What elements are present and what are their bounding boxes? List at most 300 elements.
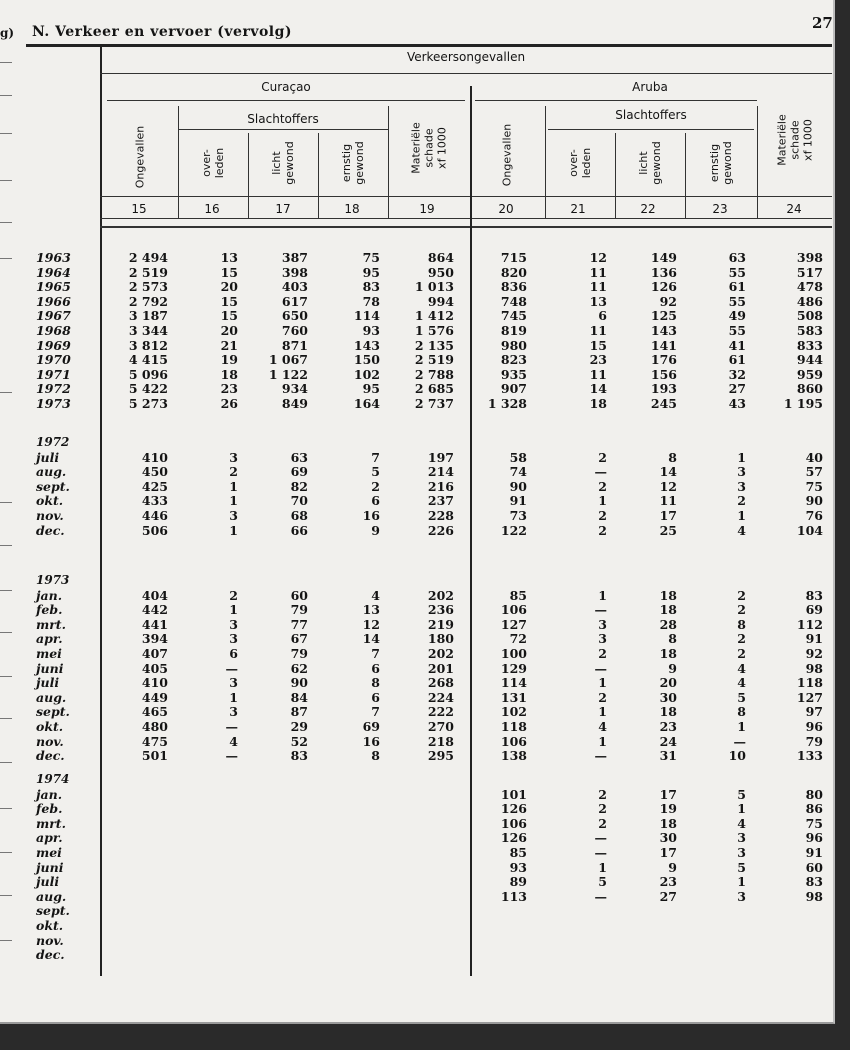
column-number: 22 [640, 202, 656, 216]
table-row [0, 734, 850, 748]
table-cell: 2 [737, 587, 746, 603]
table-row [0, 250, 850, 264]
table-cell: 1 [737, 508, 746, 523]
table-row [0, 464, 850, 478]
table-cell: 475 [141, 733, 168, 749]
table-cell: 57 [805, 464, 823, 480]
table-cell: 12 [659, 478, 677, 494]
row-label: 1965 [36, 279, 71, 295]
table-cell: 79 [805, 733, 823, 749]
table-cell: 84 [290, 689, 308, 705]
table-cell: 486 [796, 293, 823, 309]
table-cell: 125 [650, 308, 677, 324]
table-cell: 60 [290, 587, 308, 603]
table-cell: 224 [427, 689, 454, 705]
table-cell: 68 [290, 508, 308, 523]
row-label: feb. [36, 801, 63, 817]
column-number: 19 [419, 202, 435, 216]
table-cell: 61 [728, 352, 746, 368]
table-cell: 3 [229, 508, 238, 523]
table-cell: 150 [353, 352, 380, 368]
table-cell: 32 [728, 366, 746, 382]
table-cell: 9 [668, 660, 677, 676]
table-row [0, 690, 850, 704]
col-17-heading: licht gewond [270, 141, 296, 185]
table-cell: 3 [229, 449, 238, 465]
table-cell: 122 [500, 522, 527, 538]
table-row [0, 845, 850, 859]
table-cell: 92 [805, 646, 823, 661]
top-rule [26, 44, 832, 47]
table-cell: 935 [500, 366, 527, 382]
table-cell: 3 [229, 675, 238, 691]
table-cell: 506 [141, 522, 168, 538]
table-cell: 2 573 [128, 279, 168, 295]
table-cell: — [594, 660, 607, 676]
column-number: 20 [498, 202, 514, 216]
page-number: 27 [812, 14, 833, 32]
table-cell: 1 [598, 675, 607, 691]
table-cell: 143 [353, 337, 380, 353]
col-21-heading: over- leden [567, 147, 593, 179]
row-label: 1969 [36, 337, 71, 353]
table-cell: 2 [598, 508, 607, 523]
table-cell: 75 [805, 815, 823, 831]
table-cell: 11 [589, 279, 607, 295]
table-cell: 1 [229, 493, 238, 509]
table-row [0, 933, 850, 947]
col-19-heading: Materiële schade xf 1000 [409, 122, 449, 174]
table-row [0, 450, 850, 464]
table-cell: 446 [141, 508, 168, 523]
table-cell: 398 [796, 250, 823, 265]
table-cell: 73 [509, 508, 527, 523]
table-cell: 5 [737, 859, 746, 875]
table-cell: 583 [796, 323, 823, 338]
row-label: apr. [36, 631, 63, 647]
table-cell: 2 685 [414, 381, 454, 397]
table-cell: 18 [659, 815, 677, 831]
table-cell: 129 [500, 660, 527, 676]
table-cell: 3 [737, 845, 746, 860]
table-cell: 90 [805, 493, 823, 509]
table-cell: — [594, 748, 607, 764]
table-cell: 1 [598, 733, 607, 749]
table-row [0, 508, 850, 522]
table-cell: 24 [659, 733, 677, 749]
row-label: okt. [36, 719, 64, 734]
table-cell: 9 [668, 859, 677, 875]
table-cell: 2 519 [128, 264, 168, 280]
row-label: dec. [36, 947, 65, 963]
row-label: aug. [36, 464, 67, 480]
column-number: 15 [131, 202, 147, 216]
table-cell: 90 [290, 675, 308, 691]
table-cell: 5 096 [128, 366, 168, 382]
table-row [0, 602, 850, 616]
table-cell: 8 [668, 631, 677, 647]
table-cell: 102 [353, 366, 380, 382]
row-label: juli [36, 675, 60, 691]
table-cell: 295 [427, 748, 454, 764]
table-cell: 18 [659, 587, 677, 603]
table-cell: 405 [141, 660, 168, 676]
table-cell: — [594, 602, 607, 618]
table-cell: 19 [220, 352, 238, 368]
table-row [0, 338, 850, 352]
table-cell: 1 412 [414, 308, 454, 324]
row-label: 1971 [36, 366, 71, 382]
table-row [0, 816, 850, 830]
table-cell: 76 [805, 508, 823, 523]
row-label: aug. [36, 689, 67, 705]
table-row [0, 323, 850, 337]
table-cell: — [225, 719, 238, 734]
table-cell: — [594, 888, 607, 904]
row-label: juli [36, 449, 60, 465]
table-cell: 3 [598, 616, 607, 632]
row-label: nov. [36, 508, 64, 523]
table-cell: 394 [141, 631, 168, 647]
table-cell: 193 [650, 381, 677, 397]
table-cell: 2 [371, 478, 380, 494]
table-row [0, 661, 850, 675]
table-cell: 18 [220, 366, 238, 382]
table-cell: — [594, 830, 607, 846]
table-cell: 79 [290, 646, 308, 661]
table-row [0, 294, 850, 308]
table-cell: 127 [500, 616, 527, 632]
table-cell: 101 [500, 786, 527, 802]
table-cell: 15 [220, 264, 238, 280]
table-cell: 114 [500, 675, 527, 691]
table-cell: 201 [427, 660, 454, 676]
table-cell: 5 [598, 874, 607, 890]
table-cell: 218 [427, 733, 454, 749]
col-22-heading: licht gewond [637, 141, 663, 185]
table-cell: 819 [500, 323, 527, 338]
table-cell: 226 [427, 522, 454, 538]
row-label: mrt. [36, 815, 66, 831]
row-label: sept. [36, 903, 70, 919]
table-row [0, 352, 850, 366]
running-header-fragment: g) [0, 26, 15, 40]
table-cell: 1 328 [487, 396, 527, 411]
table-row [0, 479, 850, 493]
table-cell: 83 [805, 587, 823, 603]
table-cell: 52 [290, 733, 308, 749]
table-cell: 149 [650, 250, 677, 265]
table-cell: 18 [589, 396, 607, 411]
row-label: mei [36, 646, 62, 661]
row-label: apr. [36, 830, 63, 846]
table-cell: 2 [737, 602, 746, 618]
table-cell: 82 [290, 478, 308, 494]
table-cell: 2 [598, 522, 607, 538]
table-cell: 11 [659, 493, 677, 509]
table-cell: 442 [141, 602, 168, 618]
table-cell: 79 [290, 602, 308, 618]
table-row [0, 830, 850, 844]
table-cell: 104 [796, 522, 823, 538]
table-cell: 83 [290, 748, 308, 764]
row-label: mrt. [36, 616, 66, 632]
table-cell: 219 [427, 616, 454, 632]
table-cell: 3 [737, 830, 746, 846]
col-16-heading: over- leden [200, 147, 226, 179]
table-cell: 478 [796, 279, 823, 295]
table-cell: 93 [509, 859, 527, 875]
col-18-heading: ernstig gewond [340, 141, 366, 185]
table-cell: 3 187 [128, 308, 168, 324]
table-row [0, 396, 850, 410]
table-cell: 62 [290, 660, 308, 676]
table-cell: 1 [229, 522, 238, 538]
table-cell: 70 [290, 493, 308, 509]
table-cell: 13 [362, 602, 380, 618]
table-cell: 7 [371, 449, 380, 465]
table-cell: 2 737 [414, 396, 454, 411]
table-cell: 1 [598, 587, 607, 603]
row-label: juli [36, 874, 60, 890]
table-cell: 387 [281, 250, 308, 265]
table-cell: — [594, 464, 607, 480]
table-cell: 63 [728, 250, 746, 265]
table-cell: 860 [796, 381, 823, 397]
table-cell: 4 [737, 815, 746, 831]
table-cell: 131 [500, 689, 527, 705]
column-number: 24 [786, 202, 802, 216]
table-cell: 2 [598, 449, 607, 465]
table-cell: 650 [281, 308, 308, 324]
table-row [0, 631, 850, 645]
table-cell: 69 [362, 719, 380, 734]
table-cell: 29 [290, 719, 308, 734]
table-cell: 410 [141, 675, 168, 691]
table-cell: 18 [659, 704, 677, 720]
table-cell: 1 067 [268, 352, 308, 368]
table-row [0, 279, 850, 293]
table-cell: 23 [659, 874, 677, 890]
table-cell: 118 [500, 719, 527, 734]
table-cell: 2 792 [128, 293, 168, 309]
table-cell: 6 [371, 493, 380, 509]
table-cell: 11 [589, 264, 607, 280]
table-cell: 14 [589, 381, 607, 397]
row-label: juni [36, 660, 64, 676]
table-cell: 871 [281, 337, 308, 353]
table-cell: 450 [141, 464, 168, 480]
curacao-heading: Curaçao [261, 80, 311, 94]
table-cell: 944 [796, 352, 823, 368]
table-cell: 517 [796, 264, 823, 280]
table-cell: 1 013 [414, 279, 454, 295]
row-label: jan. [36, 587, 63, 603]
table-row [0, 704, 850, 718]
table-cell: 31 [659, 748, 677, 764]
table-cell: 2 [737, 646, 746, 661]
table-cell: 2 [598, 801, 607, 817]
table-cell: 60 [805, 859, 823, 875]
table-cell: 19 [659, 801, 677, 817]
table-cell: 10 [728, 748, 746, 764]
table-row [0, 381, 850, 395]
col-20-heading: Ongevallen [500, 123, 514, 187]
table-cell: — [594, 845, 607, 860]
section-title: N. Verkeer en vervoer (vervolg) [32, 24, 293, 40]
table-cell: 55 [728, 293, 746, 309]
table-cell: 55 [728, 323, 746, 338]
table-cell: 222 [427, 704, 454, 720]
table-cell: 407 [141, 646, 168, 661]
table-cell: 433 [141, 493, 168, 509]
table-cell: 100 [500, 646, 527, 661]
table-cell: 23 [220, 381, 238, 397]
table-cell: 55 [728, 264, 746, 280]
table-cell: 164 [353, 396, 380, 411]
period-heading: 1974 [36, 772, 70, 786]
table-cell: 27 [728, 381, 746, 397]
table-cell: 95 [362, 264, 380, 280]
table-cell: 214 [427, 464, 454, 480]
table-cell: 106 [500, 815, 527, 831]
row-label: jan. [36, 786, 63, 802]
table-cell: 11 [589, 323, 607, 338]
table-cell: 25 [659, 522, 677, 538]
table-cell: 1 [229, 478, 238, 494]
table-cell: 6 [371, 660, 380, 676]
table-cell: 67 [290, 631, 308, 647]
table-cell: 143 [650, 323, 677, 338]
table-cell: 268 [427, 675, 454, 691]
table-cell: 21 [220, 337, 238, 353]
table-cell: 97 [805, 704, 823, 720]
table-cell: 17 [659, 845, 677, 860]
table-cell: 202 [427, 646, 454, 661]
row-label: okt. [36, 493, 64, 509]
table-cell: 83 [362, 279, 380, 295]
period-heading: 1972 [36, 435, 70, 449]
table-cell: 849 [281, 396, 308, 411]
col-23-heading: ernstig gewond [708, 141, 734, 185]
table-cell: 959 [796, 366, 823, 382]
table-row [0, 265, 850, 279]
table-cell: 950 [427, 264, 454, 280]
table-cell: 5 273 [128, 396, 168, 411]
table-cell: 14 [659, 464, 677, 480]
table-cell: 1 [598, 704, 607, 720]
row-label: 1964 [36, 264, 71, 280]
table-cell: 91 [509, 493, 527, 509]
table-row [0, 646, 850, 660]
table-row [0, 308, 850, 322]
table-cell: 748 [500, 293, 527, 309]
table-cell: 3 [598, 631, 607, 647]
table-cell: 30 [659, 830, 677, 846]
table-cell: 91 [805, 631, 823, 647]
table-cell: 86 [805, 801, 823, 817]
row-label: nov. [36, 932, 64, 948]
table-cell: 96 [805, 830, 823, 846]
table-cell: 2 [229, 587, 238, 603]
table-row [0, 493, 850, 507]
table-cell: 3 [229, 704, 238, 720]
table-cell: 1 [737, 449, 746, 465]
table-cell: 114 [353, 308, 380, 324]
table-cell: 127 [796, 689, 823, 705]
table-cell: 16 [362, 508, 380, 523]
table-cell: 87 [290, 704, 308, 720]
table-cell: 907 [500, 381, 527, 397]
table-cell: 69 [805, 602, 823, 618]
table-cell: 83 [805, 874, 823, 890]
table-cell: 13 [589, 293, 607, 309]
table-cell: 820 [500, 264, 527, 280]
table-cell: 95 [362, 381, 380, 397]
table-cell: 5 [371, 464, 380, 480]
table-row [0, 918, 850, 932]
table-cell: 3 812 [128, 337, 168, 353]
table-cell: 2 135 [414, 337, 454, 353]
table-cell: 75 [805, 478, 823, 494]
table-cell: 85 [509, 845, 527, 860]
table-cell: 13 [220, 250, 238, 265]
table-row [0, 367, 850, 381]
table-cell: 501 [141, 748, 168, 764]
column-number: 18 [344, 202, 360, 216]
table-cell: 1 [229, 602, 238, 618]
table-cell: 2 788 [414, 366, 454, 382]
table-cell: 4 [598, 719, 607, 734]
table-cell: 465 [141, 704, 168, 720]
table-cell: 216 [427, 478, 454, 494]
table-cell: 27 [659, 888, 677, 904]
table-cell: 85 [509, 587, 527, 603]
aruba-heading: Aruba [632, 80, 668, 94]
table-cell: 4 [737, 675, 746, 691]
table-cell: 2 [737, 631, 746, 647]
table-cell: 6 [371, 689, 380, 705]
table-cell: 20 [220, 279, 238, 295]
table-cell: 80 [805, 786, 823, 802]
table-cell: 245 [650, 396, 677, 411]
table-cell: 18 [659, 646, 677, 661]
table-cell: 8 [371, 675, 380, 691]
table-cell: 3 344 [128, 323, 168, 338]
table-cell: 1 576 [414, 323, 454, 338]
table-cell: 15 [589, 337, 607, 353]
table-cell: 202 [427, 587, 454, 603]
table-cell: 20 [220, 323, 238, 338]
table-cell: 136 [650, 264, 677, 280]
table-cell: 2 519 [414, 352, 454, 368]
table-cell: 40 [805, 449, 823, 465]
table-cell: 11 [589, 366, 607, 382]
table-cell: 2 [229, 464, 238, 480]
table-cell: 2 [737, 493, 746, 509]
table-cell: 823 [500, 352, 527, 368]
table-cell: 404 [141, 587, 168, 603]
table-cell: 112 [796, 616, 823, 632]
table-cell: 2 [598, 815, 607, 831]
row-label: juni [36, 859, 64, 875]
table-cell: 43 [728, 396, 746, 411]
table-cell: 480 [141, 719, 168, 734]
table-cell: 23 [589, 352, 607, 368]
table-cell: 7 [371, 646, 380, 661]
table-cell: 1 [737, 801, 746, 817]
table-cell: 2 [598, 646, 607, 661]
